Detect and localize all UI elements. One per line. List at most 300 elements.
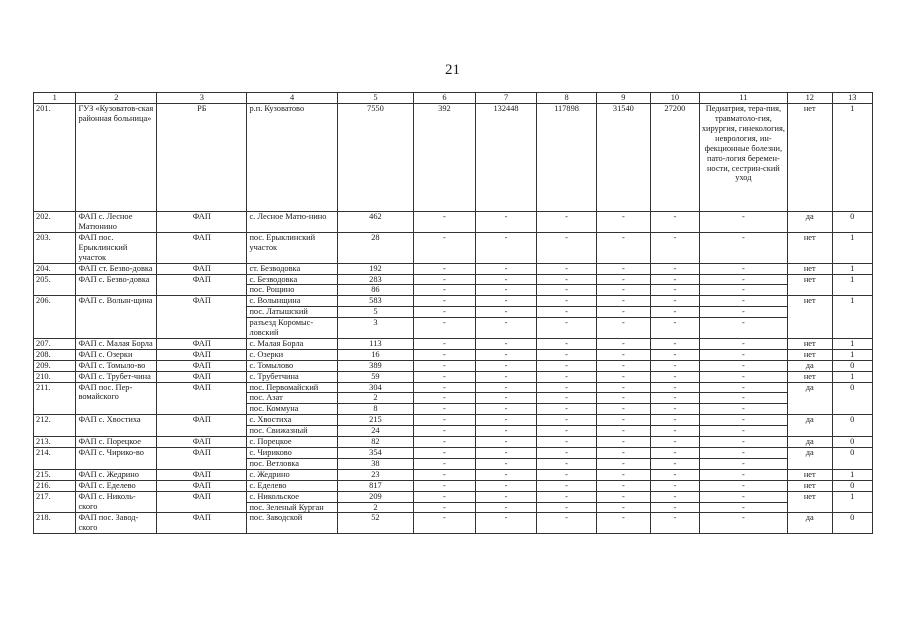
population: 52 [337, 513, 413, 534]
status-cell: да [787, 513, 832, 534]
value-cell: - [475, 371, 537, 382]
facility-name: ФАП с. Малая Борла [76, 338, 157, 349]
specialties: - [699, 404, 787, 415]
value-cell: - [596, 448, 650, 459]
value-cell: - [414, 491, 476, 502]
specialties: - [699, 458, 787, 469]
population: 462 [337, 212, 413, 233]
facility-type: ФАП [157, 480, 247, 491]
count-cell: 1 [832, 274, 872, 296]
settlement-name: с. Чириково [247, 448, 337, 459]
value-cell: 392 [414, 104, 476, 212]
facility-name: ФАП с. Еделево [76, 480, 157, 491]
settlement-name: с. Томылово [247, 360, 337, 371]
population: 3 [337, 318, 413, 339]
value-cell: - [650, 458, 699, 469]
value-cell: - [650, 296, 699, 307]
status-cell: нет [787, 491, 832, 513]
settlement-name: пос. Коммуна [247, 404, 337, 415]
value-cell: - [537, 360, 596, 371]
specialties: - [699, 232, 787, 263]
population: 304 [337, 382, 413, 393]
settlement-name: с. Волынщина [247, 296, 337, 307]
value-cell: - [537, 480, 596, 491]
value-cell: - [537, 338, 596, 349]
value-cell: 31540 [596, 104, 650, 212]
value-cell: - [650, 513, 699, 534]
value-cell: - [596, 393, 650, 404]
column-header: 8 [537, 93, 596, 104]
specialties: - [699, 415, 787, 426]
facility-name: ФАП с. Порецкое [76, 437, 157, 448]
table-row [34, 360, 873, 371]
settlement-name: ст. Безводовка [247, 263, 337, 274]
value-cell: - [475, 263, 537, 274]
table-row [34, 491, 873, 502]
table-row [34, 263, 873, 274]
column-header: 2 [76, 93, 157, 104]
value-cell: - [596, 285, 650, 296]
population: 2 [337, 502, 413, 513]
specialties: - [699, 469, 787, 480]
specialties: - [699, 349, 787, 360]
value-cell: - [596, 480, 650, 491]
value-cell: - [596, 274, 650, 285]
value-cell: - [596, 469, 650, 480]
status-cell: да [787, 212, 832, 233]
specialties: Педиатрия, тера-пия, травматоло-гия, хирургия, гинекология, неврология, ин-фекционные болезни, пато-логия беремен-ности, сестрин-ский уход [699, 104, 787, 212]
value-cell: - [537, 285, 596, 296]
value-cell: - [475, 437, 537, 448]
settlement-name: пос. Зеленый Курган [247, 502, 337, 513]
value-cell: - [650, 415, 699, 426]
value-cell: - [475, 448, 537, 459]
row-number: 215. [34, 469, 76, 480]
specialties: - [699, 382, 787, 393]
value-cell: - [414, 382, 476, 393]
row-number: 205. [34, 274, 76, 296]
table-row [34, 338, 873, 349]
population: 389 [337, 360, 413, 371]
status-cell: нет [787, 349, 832, 360]
value-cell: - [650, 437, 699, 448]
specialties: - [699, 307, 787, 318]
settlement-name: с. Жедрино [247, 469, 337, 480]
status-cell: да [787, 448, 832, 470]
value-cell: - [596, 415, 650, 426]
value-cell: - [650, 212, 699, 233]
column-header: 10 [650, 93, 699, 104]
table-row [34, 371, 873, 382]
facility-type: РБ [157, 104, 247, 212]
status-cell: нет [787, 104, 832, 212]
value-cell: - [414, 338, 476, 349]
status-cell: да [787, 415, 832, 437]
table-row [34, 382, 873, 393]
column-header: 3 [157, 93, 247, 104]
column-header: 1 [34, 93, 76, 104]
value-cell: - [596, 338, 650, 349]
value-cell: - [537, 458, 596, 469]
specialties: - [699, 513, 787, 534]
value-cell: - [475, 232, 537, 263]
value-cell: - [596, 426, 650, 437]
value-cell: - [650, 318, 699, 339]
table-row [34, 212, 873, 233]
value-cell: - [414, 318, 476, 339]
population: 7550 [337, 104, 413, 212]
population: 24 [337, 426, 413, 437]
facility-type: ФАП [157, 448, 247, 470]
value-cell: - [475, 480, 537, 491]
settlement-name: с. Озерки [247, 349, 337, 360]
value-cell: - [596, 371, 650, 382]
count-cell: 1 [832, 491, 872, 513]
value-cell: - [650, 480, 699, 491]
value-cell: - [414, 502, 476, 513]
value-cell: - [414, 437, 476, 448]
population: 59 [337, 371, 413, 382]
specialties: - [699, 448, 787, 459]
specialties: - [699, 480, 787, 491]
value-cell: - [475, 458, 537, 469]
row-number: 211. [34, 382, 76, 415]
facility-name: ФАП с. Хвостиха [76, 415, 157, 437]
count-cell: 1 [832, 349, 872, 360]
facility-name: ФАП пос. Пер-вомайского [76, 382, 157, 415]
count-cell: 1 [832, 338, 872, 349]
settlement-name: пос. Заводской [247, 513, 337, 534]
row-number: 209. [34, 360, 76, 371]
value-cell: - [537, 404, 596, 415]
specialties: - [699, 491, 787, 502]
row-number: 207. [34, 338, 76, 349]
value-cell: - [537, 426, 596, 437]
row-number: 216. [34, 480, 76, 491]
value-cell: - [537, 448, 596, 459]
value-cell: - [596, 349, 650, 360]
count-cell: 0 [832, 437, 872, 448]
value-cell: - [414, 513, 476, 534]
settlement-name: с. Хвостиха [247, 415, 337, 426]
facility-name: ГУЗ «Кузоватов-ская районная больница» [76, 104, 157, 212]
table-row [34, 513, 873, 534]
status-cell: нет [787, 263, 832, 274]
value-cell: - [414, 426, 476, 437]
row-number: 210. [34, 371, 76, 382]
value-cell: - [475, 212, 537, 233]
specialties: - [699, 212, 787, 233]
value-cell: - [596, 296, 650, 307]
row-number: 203. [34, 232, 76, 263]
settlement-name: с. Никольское [247, 491, 337, 502]
value-cell: 132448 [475, 104, 537, 212]
value-cell: - [596, 458, 650, 469]
column-header: 11 [699, 93, 787, 104]
specialties: - [699, 274, 787, 285]
value-cell: - [414, 469, 476, 480]
value-cell: - [414, 415, 476, 426]
value-cell: - [596, 318, 650, 339]
count-cell: 1 [832, 263, 872, 274]
row-number: 201. [34, 104, 76, 212]
facility-type: ФАП [157, 437, 247, 448]
count-cell: 1 [832, 469, 872, 480]
facility-type: ФАП [157, 296, 247, 339]
value-cell: - [537, 415, 596, 426]
value-cell: - [414, 458, 476, 469]
value-cell: - [537, 393, 596, 404]
value-cell: - [475, 491, 537, 502]
value-cell: - [596, 491, 650, 502]
population: 209 [337, 491, 413, 502]
facility-name: ФАП с. Лесное Матюнино [76, 212, 157, 233]
status-cell: нет [787, 371, 832, 382]
facility-type: ФАП [157, 232, 247, 263]
facility-name: ФАП с. Волын-щина [76, 296, 157, 339]
table-row [34, 448, 873, 459]
population: 5 [337, 307, 413, 318]
value-cell: - [596, 502, 650, 513]
row-number: 204. [34, 263, 76, 274]
facility-type: ФАП [157, 491, 247, 513]
population: 113 [337, 338, 413, 349]
table-row [34, 274, 873, 285]
status-cell: да [787, 360, 832, 371]
status-cell: да [787, 437, 832, 448]
settlement-name: разъезд Коромыс-ловский [247, 318, 337, 339]
table-row [34, 232, 873, 263]
header-row [34, 93, 873, 104]
table-row [34, 469, 873, 480]
settlement-name: пос. Первомайский [247, 382, 337, 393]
settlement-name: пос. Латышский [247, 307, 337, 318]
settlement-name: с. Лесное Матю-нино [247, 212, 337, 233]
value-cell: - [414, 285, 476, 296]
specialties: - [699, 502, 787, 513]
value-cell: - [475, 382, 537, 393]
value-cell: - [596, 212, 650, 233]
value-cell: - [537, 502, 596, 513]
count-cell: 0 [832, 212, 872, 233]
specialties: - [699, 285, 787, 296]
value-cell: - [414, 448, 476, 459]
page-number: 21 [445, 62, 460, 78]
facility-type: ФАП [157, 415, 247, 437]
population: 23 [337, 469, 413, 480]
value-cell: - [650, 274, 699, 285]
count-cell: 0 [832, 480, 872, 491]
value-cell: - [650, 393, 699, 404]
value-cell: - [650, 502, 699, 513]
column-header: 6 [414, 93, 476, 104]
value-cell: - [414, 296, 476, 307]
row-number: 212. [34, 415, 76, 437]
facility-type: ФАП [157, 513, 247, 534]
facility-name: ФАП с. Чирико-во [76, 448, 157, 470]
population: 16 [337, 349, 413, 360]
value-cell: - [414, 393, 476, 404]
value-cell: - [650, 263, 699, 274]
specialties: - [699, 318, 787, 339]
specialties: - [699, 371, 787, 382]
count-cell: 0 [832, 360, 872, 371]
specialties: - [699, 296, 787, 307]
value-cell: - [537, 232, 596, 263]
count-cell: 1 [832, 371, 872, 382]
population: 192 [337, 263, 413, 274]
facility-type: ФАП [157, 469, 247, 480]
value-cell: - [475, 415, 537, 426]
value-cell: - [414, 480, 476, 491]
value-cell: - [650, 426, 699, 437]
value-cell: - [596, 263, 650, 274]
settlement-name: пос. Ветловка [247, 458, 337, 469]
value-cell: - [475, 349, 537, 360]
settlement-name: пос. Ерыклинский участок [247, 232, 337, 263]
count-cell: 1 [832, 104, 872, 212]
settlement-name: р.п. Кузоватово [247, 104, 337, 212]
value-cell: - [650, 349, 699, 360]
population: 86 [337, 285, 413, 296]
value-cell: - [475, 307, 537, 318]
value-cell: - [475, 318, 537, 339]
value-cell: - [650, 382, 699, 393]
row-number: 202. [34, 212, 76, 233]
population: 2 [337, 393, 413, 404]
value-cell: - [650, 360, 699, 371]
status-cell: нет [787, 469, 832, 480]
facility-type: ФАП [157, 263, 247, 274]
value-cell: - [475, 426, 537, 437]
value-cell: - [414, 263, 476, 274]
value-cell: - [537, 437, 596, 448]
population: 583 [337, 296, 413, 307]
table-row [34, 296, 873, 307]
settlement-name: с. Безводовка [247, 274, 337, 285]
count-cell: 0 [832, 382, 872, 415]
status-cell: да [787, 382, 832, 415]
value-cell: - [414, 404, 476, 415]
facility-name: ФАП с. Жедрино [76, 469, 157, 480]
population: 215 [337, 415, 413, 426]
specialties: - [699, 338, 787, 349]
column-header: 7 [475, 93, 537, 104]
value-cell: - [596, 382, 650, 393]
facility-type: ФАП [157, 274, 247, 296]
row-number: 217. [34, 491, 76, 513]
value-cell: - [475, 469, 537, 480]
facility-name: ФАП пос. Ерыклинский участок [76, 232, 157, 263]
row-number: 206. [34, 296, 76, 339]
row-number: 208. [34, 349, 76, 360]
value-cell: - [537, 513, 596, 534]
settlement-name: с. Порецкое [247, 437, 337, 448]
facility-type: ФАП [157, 382, 247, 415]
population: 38 [337, 458, 413, 469]
settlement-name: с. Трубетчина [247, 371, 337, 382]
status-cell: нет [787, 232, 832, 263]
facility-type: ФАП [157, 360, 247, 371]
column-header: 4 [247, 93, 337, 104]
status-cell: нет [787, 338, 832, 349]
value-cell: - [650, 469, 699, 480]
value-cell: - [475, 393, 537, 404]
value-cell: - [650, 404, 699, 415]
column-header: 9 [596, 93, 650, 104]
specialties: - [699, 263, 787, 274]
facility-type: ФАП [157, 338, 247, 349]
facility-name: ФАП ст. Безво-довка [76, 263, 157, 274]
value-cell: - [650, 338, 699, 349]
column-header: 12 [787, 93, 832, 104]
value-cell: - [537, 296, 596, 307]
value-cell: - [537, 274, 596, 285]
row-number: 214. [34, 448, 76, 470]
table-row [34, 415, 873, 426]
value-cell: - [414, 307, 476, 318]
column-header: 5 [337, 93, 413, 104]
count-cell: 1 [832, 296, 872, 339]
population: 82 [337, 437, 413, 448]
value-cell: - [537, 469, 596, 480]
value-cell: - [650, 285, 699, 296]
facility-name: ФАП пос. Завод-ского [76, 513, 157, 534]
status-cell: нет [787, 274, 832, 296]
value-cell: - [414, 274, 476, 285]
facility-name: ФАП с. Трубет-чина [76, 371, 157, 382]
population: 28 [337, 232, 413, 263]
value-cell: - [475, 338, 537, 349]
facility-type: ФАП [157, 349, 247, 360]
value-cell: - [537, 212, 596, 233]
settlement-name: с. Малая Борла [247, 338, 337, 349]
value-cell: - [596, 360, 650, 371]
value-cell: - [475, 296, 537, 307]
value-cell: - [475, 285, 537, 296]
value-cell: - [596, 232, 650, 263]
settlement-name: пос. Свижазный [247, 426, 337, 437]
specialties: - [699, 393, 787, 404]
facility-name: ФАП с. Безво-довка [76, 274, 157, 296]
count-cell: 0 [832, 448, 872, 470]
facility-type: ФАП [157, 212, 247, 233]
table-row [34, 349, 873, 360]
value-cell: - [650, 371, 699, 382]
row-number: 218. [34, 513, 76, 534]
population: 8 [337, 404, 413, 415]
population: 354 [337, 448, 413, 459]
specialties: - [699, 360, 787, 371]
population: 283 [337, 274, 413, 285]
value-cell: - [596, 307, 650, 318]
settlement-name: с. Еделево [247, 480, 337, 491]
value-cell: - [537, 491, 596, 502]
settlement-name: пос. Азат [247, 393, 337, 404]
value-cell: - [596, 513, 650, 534]
table-row [34, 480, 873, 491]
value-cell: - [650, 307, 699, 318]
value-cell: - [537, 263, 596, 274]
value-cell: - [537, 349, 596, 360]
value-cell: - [650, 448, 699, 459]
value-cell: 27200 [650, 104, 699, 212]
table-row [34, 104, 873, 212]
count-cell: 0 [832, 513, 872, 534]
status-cell: нет [787, 480, 832, 491]
settlement-name: пос. Рощино [247, 285, 337, 296]
value-cell: - [475, 360, 537, 371]
